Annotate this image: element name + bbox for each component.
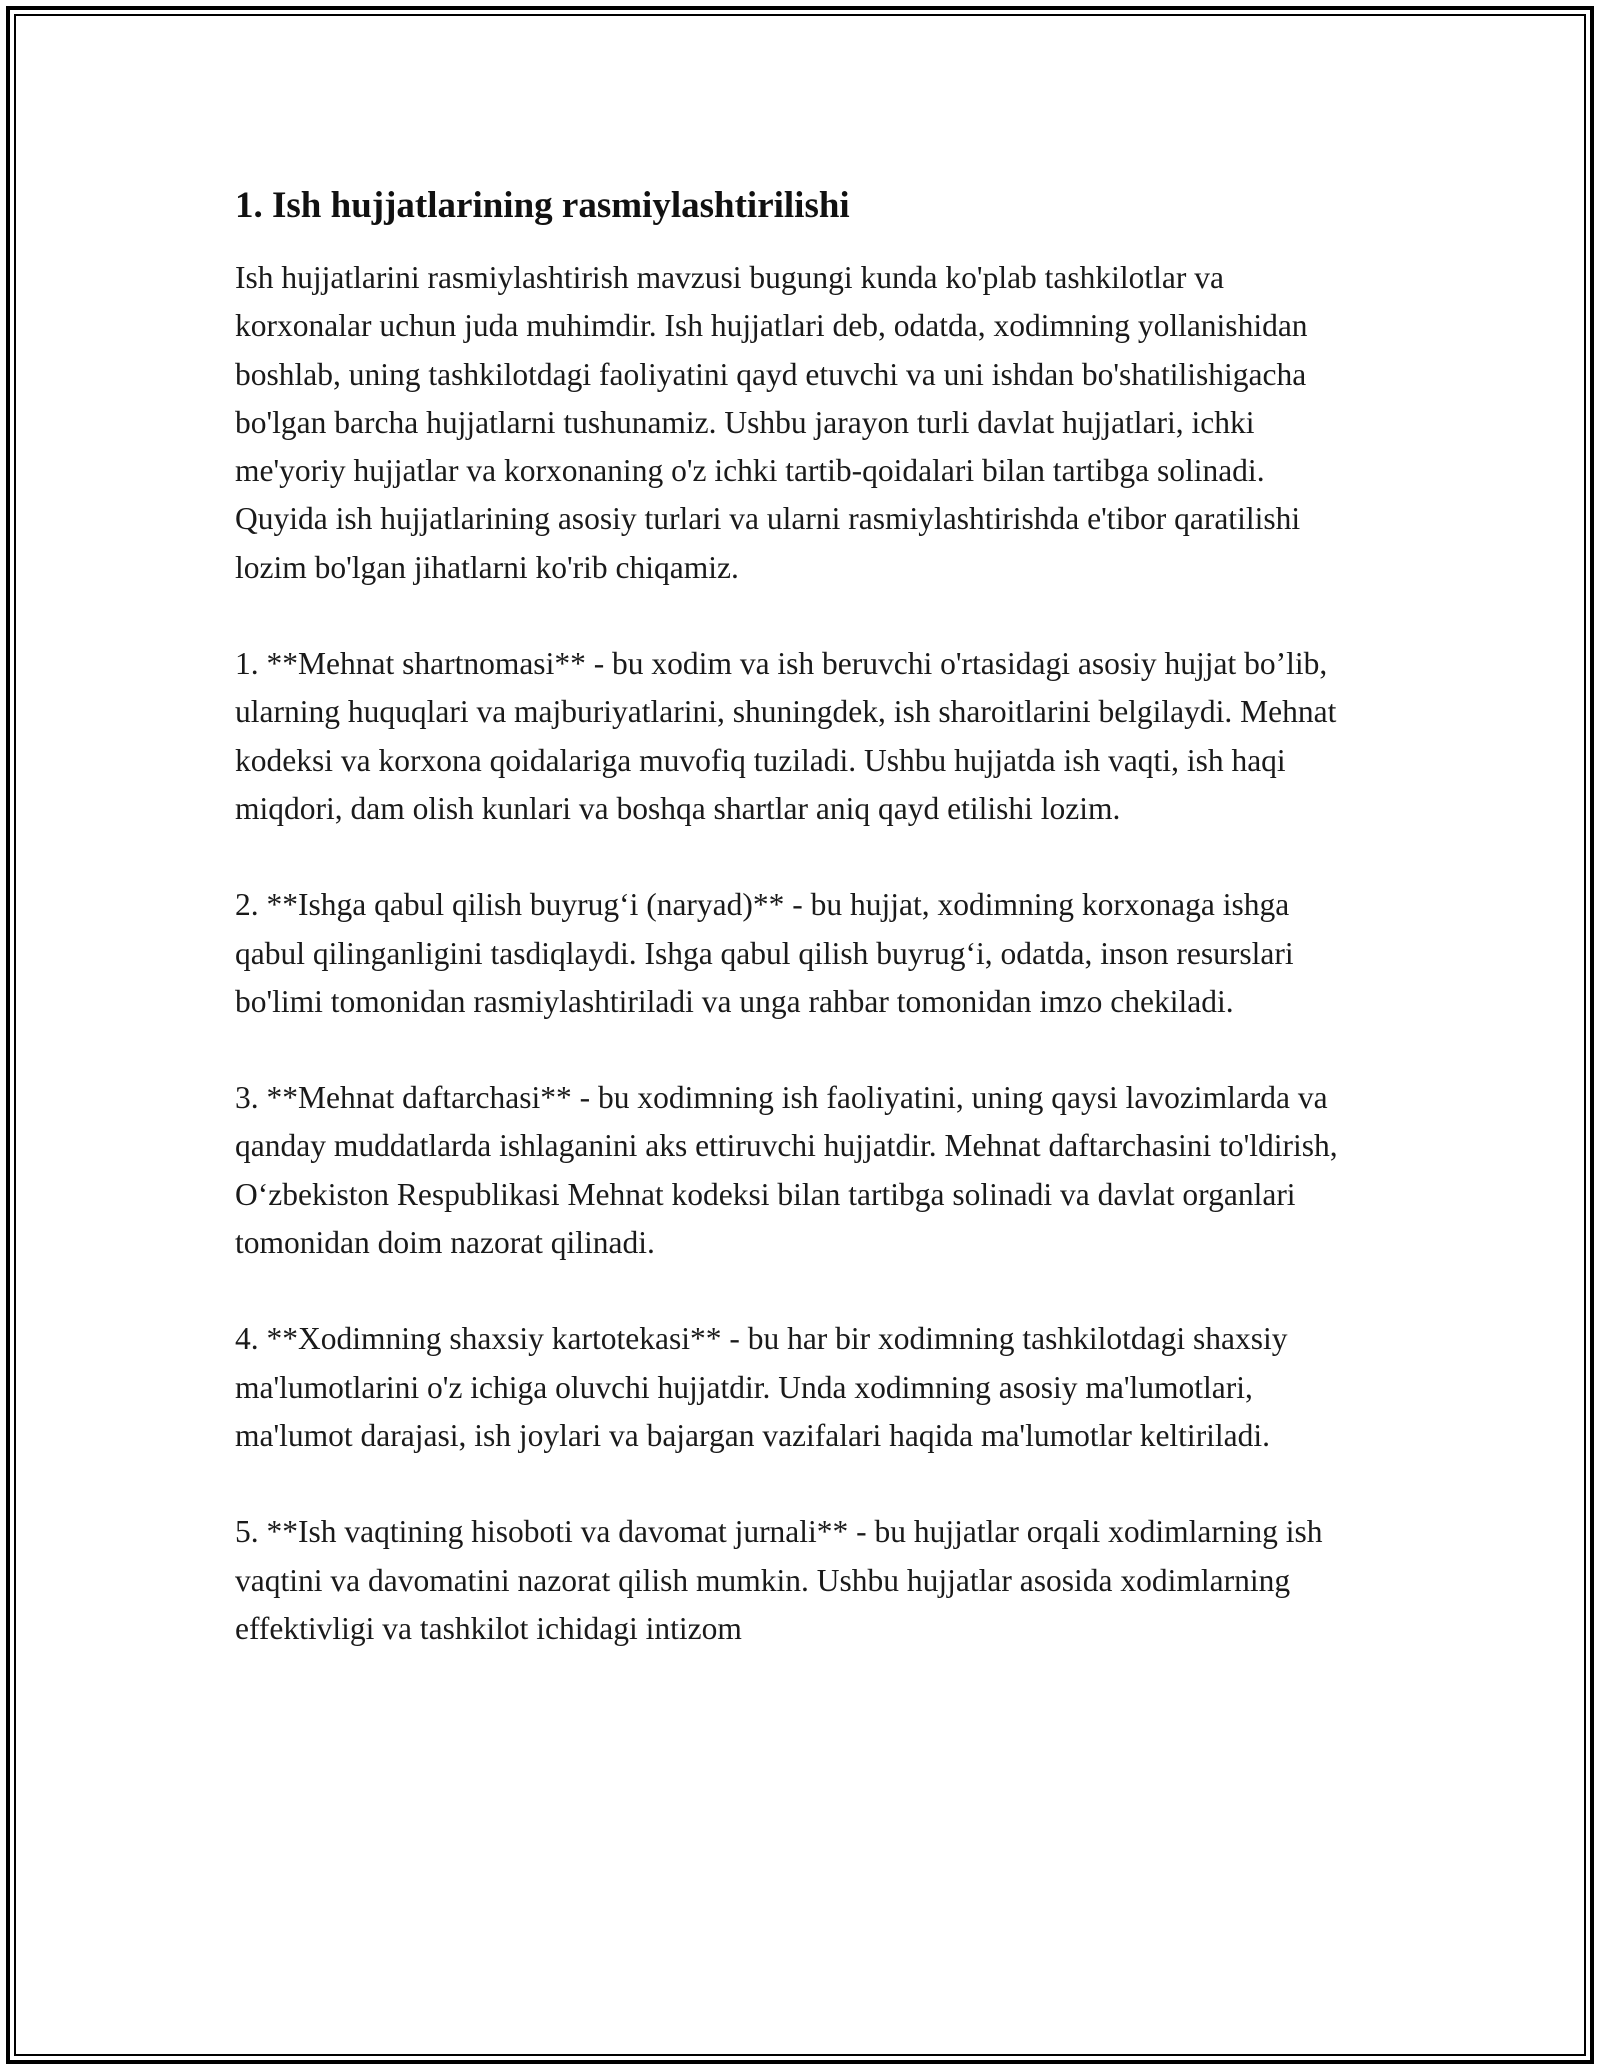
item-paragraph-mehnat-shartnomasi: 1. **Mehnat shartnomasi** - bu xodim va ish beruvchi o'rtasidagi asosiy hujjat bo’lib, ularning huquqlari va majburiyatlarini, shuningdek, ish sharoitlarini belgilaydi. Mehnat kodeksi va korxona qoidalariga muvofiq tuziladi. Ushbu hujjatda ish vaqti, ish haqi miqdori, dam olish kunlari va boshqa shartlar aniq qayd etilishi lozim.	[235, 646, 1337, 826]
item-paragraph-shaxsiy-kartoteka: 4. **Xodimning shaxsiy kartotekasi** - bu har bir xodimning tashkilotdagi shaxsiy ma'lumotlarini o'z ichiga oluvchi hujjatdir. Unda xodimning asosiy ma'lumotlari, ma'lumot darajasi, ish joylari va bajargan vazifalari haqida ma'lumotlar keltiriladi.	[235, 1321, 1288, 1453]
document-body	[235, 180, 1360, 1701]
document-title: 1. Ish hujjatlarining rasmiylashtirilishi	[235, 185, 850, 226]
item-paragraph-ishga-qabul-buyrugi: 2. **Ishga qabul qilish buyrug‘i (naryad)** - bu hujjat, xodimning korxonaga ishga qabul qilinganligini tasdiqlaydi. Ishga qabul qilish buyrug‘i, odatda, inson resurslari bo'limi tomonidan rasmiylashtiriladi va unga rahbar tomonidan imzo chekiladi.	[235, 887, 1294, 1019]
intro-paragraph: Ish hujjatlarini rasmiylashtirish mavzusi bugungi kunda ko'plab tashkilotlar va korxonalar uchun juda muhimdir. Ish hujjatlari deb, odatda, xodimning yollanishidan boshlab, uning tashkilotdagi faoliyatini qayd etuvchi va uni ishdan bo'shatilishigacha bo'lgan barcha hujjatlarni tushunamiz. Ushbu jarayon turli davlat hujjatlari, ichki me'yoriy hujjatlar va korxonaning o'z ichki tartib-qoidalari bilan tartibga solinadi. Quyida ish hujjatlarining asosiy turlari va ularni rasmiylashtirishda e'tibor qaratilishi lozim bo'lgan jihatlarni ko'rib chiqamiz.	[235, 260, 1308, 585]
item-paragraph-mehnat-daftarchasi: 3. **Mehnat daftarchasi** - bu xodimning ish faoliyatini, uning qaysi lavozimlarda va qanday muddatlarda ishlaganini aks ettiruvchi hujjatdir. Mehnat daftarchasini to'ldirish, O‘zbekiston Respublikasi Mehnat kodeksi bilan tartibga solinadi va davlat organlari tomonidan doim nazorat qilinadi.	[235, 1080, 1338, 1261]
item-paragraph-davomat-jurnali: 5. **Ish vaqtining hisoboti va davomat jurnali** - bu hujjatlar orqali xodimlarning ish vaqtini va davomatini nazorat qilish mumkin. Ushbu hujjatlar asosida xodimlarning effektivligi va tashkilot ichidagi intizom	[235, 1514, 1323, 1646]
